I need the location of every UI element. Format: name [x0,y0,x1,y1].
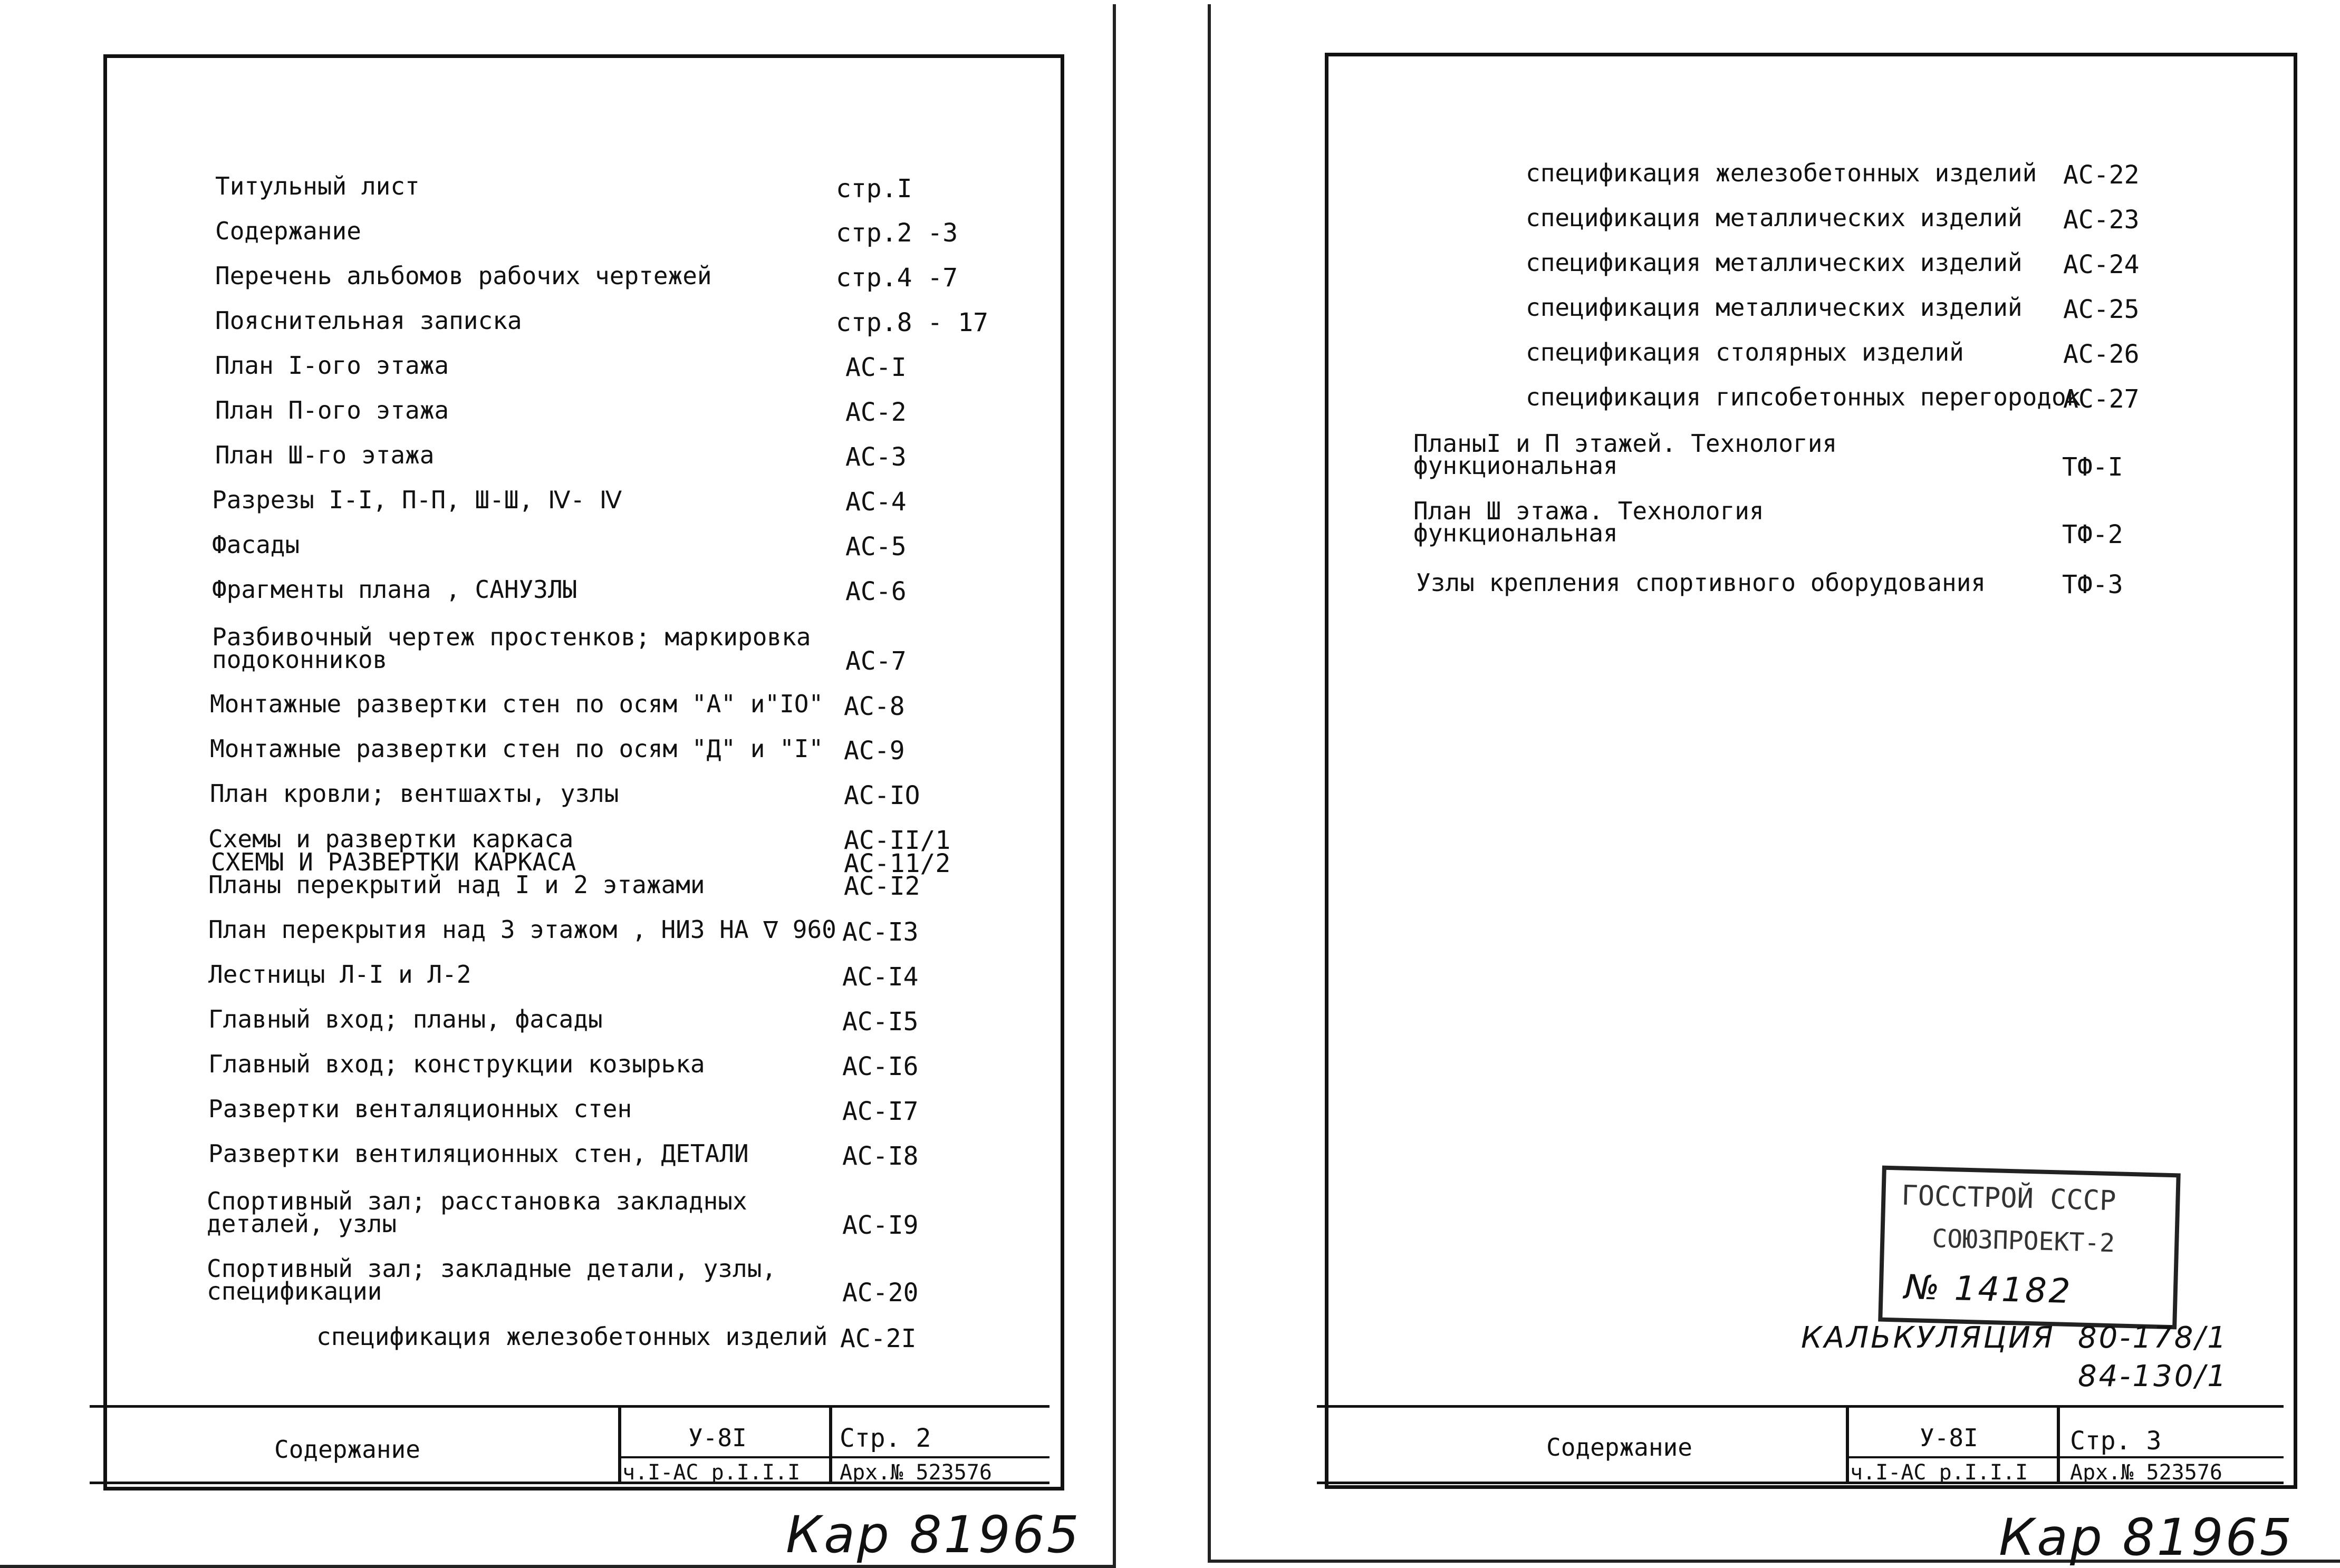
entry-title: Титульный лист [215,172,420,200]
entry-code: АС-I8 [842,1141,919,1171]
entry-title-continued: функциональная [1413,519,1618,547]
archive-stamp [1878,1166,2181,1330]
entry-code: АС-I4 [842,962,919,992]
entry-title: ПланыI и П этажей. Технология [1413,429,1837,458]
entry-title: Содержание [215,217,361,245]
entry-title: План П-ого этажа [215,396,449,424]
titleblock-part: ч.I-АС р.I.I.I [1850,1460,2028,1485]
entry-title: Спортивный зал; расстановка закладных [207,1187,747,1215]
entry-title: Планы перекрытий над I и 2 этажами [208,870,705,899]
entry-code: АС-2 [845,398,907,427]
entry-code: АС-7 [845,646,907,676]
entry-title: спецификация железобетонных изделий [316,1322,828,1351]
entry-title: План кровли; вентшахты, узлы [210,779,619,808]
entry-title: Фасады [212,530,300,559]
entry-title: спецификация металлических изделий [1526,248,2023,277]
entry-code: АС-IO [844,781,920,810]
entry-code: ТФ-I [2062,452,2123,482]
entry-title: Монтажные развертки стен по осям "Д" и "I" [210,734,824,763]
entry-title: Перечень альбомов рабочих чертежей [215,262,712,290]
entry-code: АС-20 [842,1278,919,1308]
stamp-line-2: СОЮЗПРОЕКТ-2 [1931,1224,2115,1259]
entry-title: Главный вход; планы, фасады [208,1005,603,1033]
entry-code: АС-9 [844,736,905,766]
entry-title: Схемы и развертки каркаса [208,825,574,853]
entry-title: СХЕМЫ И РАЗВЕРТКИ КАРКАСА [211,848,576,876]
entry-code: АС-8 [844,692,905,721]
entry-title: План перекрытия над 3 этажом , НИЗ НА ∇ 960 [208,915,836,944]
left-footer-note: Кар 81965 [786,1505,1081,1564]
entry-title-continued: спецификации [207,1277,382,1305]
entry-code: АС-5 [845,532,907,562]
entry-code: АС-I6 [842,1052,919,1081]
titleblock-series: У-8I [688,1424,747,1452]
entry-title: Лестницы Л-I и Л-2 [208,960,471,989]
entry-title: План I-ого этажа [215,351,449,380]
entry-code: АС-4 [845,487,907,517]
entry-title-continued: подоконников [212,645,388,674]
entry-title: Спортивный зал; закладные детали, узлы, [207,1254,777,1283]
entry-code: АС-23 [2063,205,2140,235]
entry-code: ТФ-3 [2062,570,2123,599]
titleblock-name: Содержание [274,1435,420,1464]
entry-code: АС-I2 [844,872,920,901]
entry-title-continued: деталей, узлы [207,1209,397,1238]
titleblock-series: У-8I [1920,1424,1978,1452]
entry-code: АС-I [845,353,907,382]
entry-code: АС-26 [2063,340,2140,369]
stamp-line-3: № 14182 [1903,1267,2073,1312]
entry-code: стр.4 -7 [836,263,958,293]
entry-title: План Ш-го этажа [215,441,435,469]
entry-code: стр.8 - 17 [836,308,988,337]
entry-title: Главный вход; конструкции козырька [208,1050,705,1078]
entry-title: Узлы крепления спортивного оборудования [1416,568,1986,597]
entry-code: АС-2I [840,1324,917,1353]
entry-code: АС-I9 [842,1211,919,1240]
entry-title: План Ш этажа. Технология [1413,497,1764,525]
entry-title-continued: функциональная [1413,451,1618,480]
entry-title: спецификация столярных изделий [1526,338,1964,366]
entry-code: АС-27 [2063,384,2140,414]
entry-title: Разбивочный чертеж простенков; маркировка [212,623,811,651]
entry-title: Фрагменты плана , САНУЗЛЫ [212,575,577,604]
titleblock-name: Содержание [1546,1433,1692,1461]
right-footer-note: Кар 81965 [1999,1508,2294,1567]
calc-value-2: 84-130/1 [2078,1359,2228,1393]
entry-title: спецификация железобетонных изделий [1526,159,2037,187]
titleblock-part: ч.I-АС р.I.I.I [622,1460,801,1485]
entry-title: спецификация металлических изделий [1526,293,2023,322]
titleblock-sheet: Стр. 2 [840,1424,931,1453]
entry-code: стр.2 -3 [836,218,958,248]
calc-label: КАЛЬКУЛЯЦИЯ [1801,1321,2055,1355]
entry-code: АС-I7 [842,1097,919,1126]
entry-code: АС-11/2 [844,849,951,878]
stamp-line-1: ГОССТРОЙ СССР [1901,1179,2117,1217]
entry-title: Развертки вентиляционных стен, ДЕТАЛИ [208,1139,749,1168]
titleblock-archive: Арх.№ 523576 [840,1460,992,1485]
entry-code: ТФ-2 [2062,520,2123,549]
titleblock-sheet: Стр. 3 [2070,1426,2162,1456]
entry-code: АС-6 [845,577,907,606]
titleblock-archive: Арх.№ 523576 [2070,1460,2222,1485]
entry-code: АС-25 [2063,295,2140,324]
entry-title: Монтажные развертки стен по осям "А" и"IO" [210,690,824,718]
entry-title: спецификация металлических изделий [1526,204,2023,232]
calc-value-1: 80-178/1 [2078,1321,2228,1355]
entry-title: Развертки венталяционных стен [208,1095,632,1123]
entry-code: АС-I3 [842,917,919,947]
entry-code: АС-I5 [842,1007,919,1037]
entry-code: стр.I [836,174,912,204]
entry-title: Разрезы I-I, П-П, Ш-Ш, Ⅳ- Ⅳ [212,486,622,514]
entry-code: АС-22 [2063,160,2140,190]
entry-code: АС-3 [845,442,907,472]
entry-code: АС-II/1 [844,826,951,855]
entry-title: спецификация гипсобетонных перегородок [1526,383,2081,411]
entry-code: АС-24 [2063,250,2140,279]
entry-title: Пояснительная записка [215,306,522,335]
